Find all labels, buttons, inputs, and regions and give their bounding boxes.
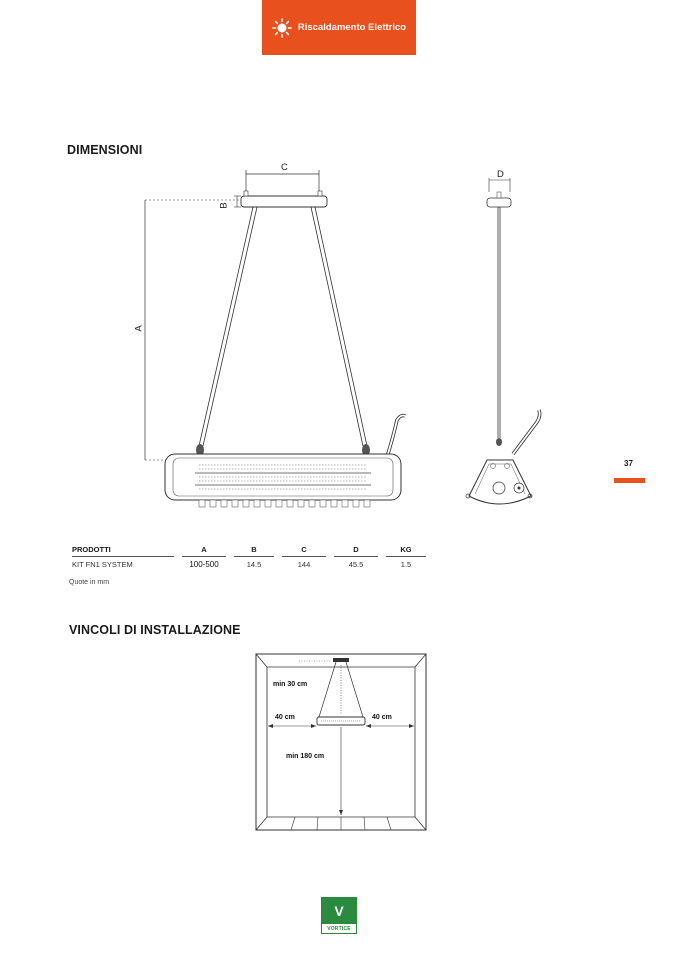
installation-title: VINCOLI DI INSTALLAZIONE bbox=[69, 623, 241, 637]
sun-icon bbox=[272, 18, 292, 38]
cell-b: 14.5 bbox=[246, 560, 262, 569]
page-number: 37 bbox=[624, 459, 633, 468]
header-a: A bbox=[182, 545, 226, 557]
header-kg: KG bbox=[386, 545, 426, 557]
header-d: D bbox=[334, 545, 378, 557]
cell-c: 144 bbox=[297, 560, 311, 569]
page-marker bbox=[614, 478, 645, 483]
units-note: Quote in mm bbox=[69, 579, 110, 586]
dimension-b-label: B bbox=[218, 202, 230, 209]
category-header bbox=[262, 0, 416, 55]
min-top-label: min 30 cm bbox=[273, 681, 308, 688]
side-view-drawing bbox=[455, 160, 555, 515]
dimension-a-label: A bbox=[133, 325, 145, 332]
min-right-label: 40 cm bbox=[372, 714, 392, 721]
cell-a: 100-500 bbox=[189, 560, 219, 569]
brand-logo bbox=[321, 897, 357, 934]
header-c: C bbox=[282, 545, 326, 557]
min-left-label: 40 cm bbox=[275, 714, 295, 721]
category-title: Riscaldamento Elettrico bbox=[297, 22, 407, 33]
dimensions-title: DIMENSIONI bbox=[67, 143, 143, 157]
dimension-c-label: C bbox=[281, 162, 288, 173]
header-b: B bbox=[234, 545, 274, 557]
brand-name: VORTICE bbox=[327, 925, 351, 932]
installation-diagram bbox=[255, 653, 427, 831]
front-view-drawing bbox=[135, 158, 425, 518]
cell-prodotti: KIT FN1 SYSTEM bbox=[72, 560, 133, 569]
cell-d: 45.5 bbox=[348, 560, 364, 569]
cell-kg: 1.5 bbox=[400, 560, 412, 569]
dimension-d-label: D bbox=[497, 169, 504, 180]
table-row bbox=[72, 557, 426, 569]
header-prodotti: PRODOTTI bbox=[72, 545, 174, 557]
spec-table bbox=[72, 545, 426, 569]
table-header-row bbox=[72, 545, 426, 557]
min-floor-label: min 180 cm bbox=[286, 753, 325, 760]
logo-letter: V bbox=[334, 903, 344, 919]
